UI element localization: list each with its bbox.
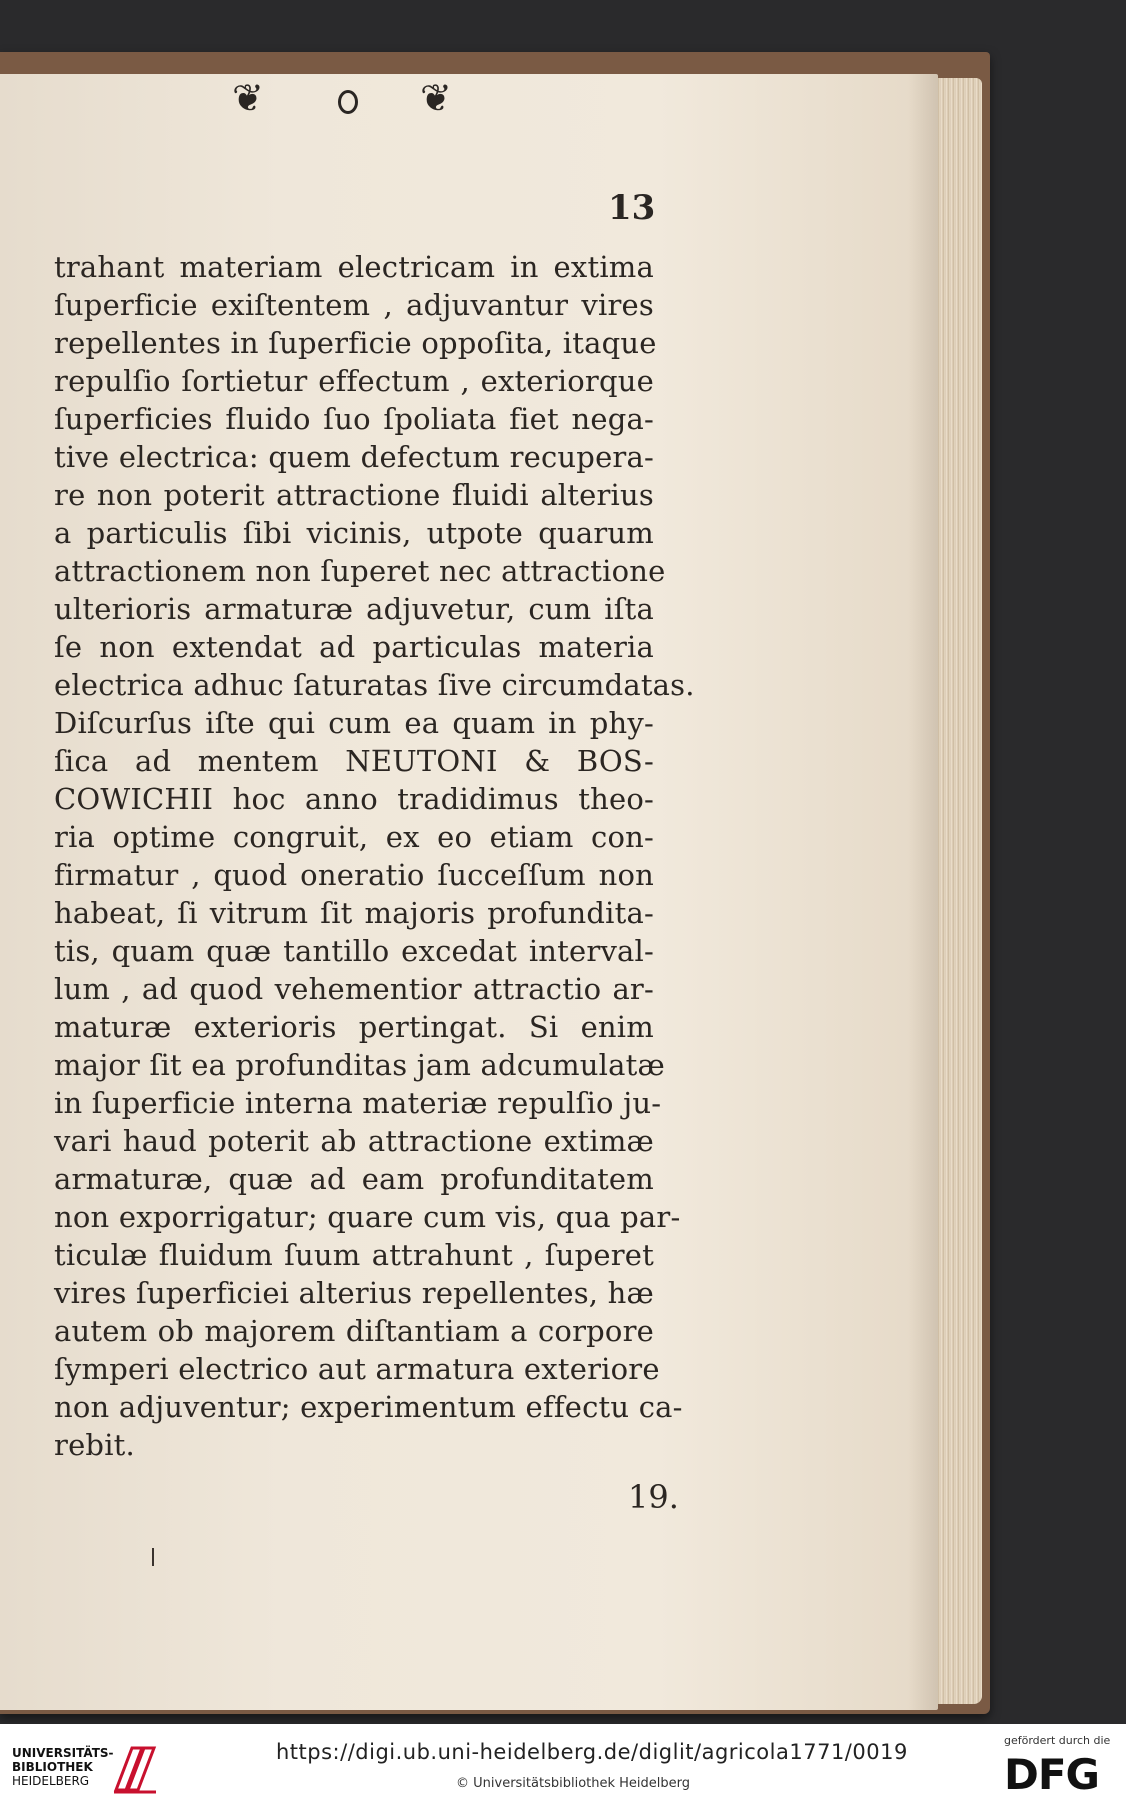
header-circle-ornament [338,90,358,114]
text-line: non exporrigatur; quare cum vis, qua par- [54,1200,681,1234]
library-name-line: UNIVERSITÄTS- [12,1746,114,1760]
catchword: 19. [628,1478,679,1516]
text-line: ulterioris armaturæ adjuvetur, cum iſta [54,592,654,626]
page-number: 13 [608,188,656,228]
text-line: major ſit ea profunditas jam adcumulatæ [54,1048,665,1082]
text-line: vires ſuperficiei alterius repellentes, hæ [54,1276,654,1310]
text-line: trahant materiam electricam in extima [54,250,654,284]
text-line: ſymperi electrico aut armatura exteriore [54,1352,660,1386]
text-line: repulſio ſortietur effectum , exteriorque [54,364,654,398]
text-line: attractionem non ſuperet nec attractione [54,554,666,588]
text-line: repellentes in ſuperficie oppoſita, itaque [54,326,657,360]
text-line: a particulis ſibi vicinis, utpote quarum [54,516,654,550]
text-line: non adjuventur; experimentum effectu ca- [54,1390,683,1424]
library-logo-text [12,1746,114,1788]
text-line: maturæ exterioris pertingat. Si enim [54,1010,654,1044]
ink-mark [152,1548,154,1566]
dfg-logo: DFG [1004,1750,1100,1799]
text-line: electrica adhuc ſaturatas ſive circumdatas. [54,668,695,702]
copyright-text: © Universitätsbibliothek Heidelberg [456,1776,691,1791]
page-text [54,248,695,1464]
text-line: vari haud poterit ab attractione extimæ [54,1124,654,1158]
text-line: armaturæ, quæ ad eam profunditatem [54,1162,654,1196]
text-line: tis, quam quæ tantillo excedat interval- [54,934,654,968]
library-logo-icon [112,1738,158,1794]
text-line: habeat, ſi vitrum ſit majoris profundita- [54,896,654,930]
fleuron-icon: ❦ [420,76,452,120]
text-line: ſe non extendat ad particulas materia [54,630,654,664]
footer [0,1724,1126,1806]
text-line: ſuperficie exiſtentem , adjuvantur vires [54,288,654,322]
text-line: ticulæ fluidum ſuum attrahunt , ſuperet [54,1238,654,1272]
page-url-link[interactable]: https://digi.ub.uni-heidelberg.de/diglit/agricola1771/0019 [276,1740,908,1764]
text-line: autem ob majorem diſtantiam a corpore [54,1314,654,1348]
library-name-line: BIBLIOTHEK [12,1760,93,1774]
text-line: COWICHII hoc anno tradidimus theo- [54,782,654,816]
text-line: tive electrica: quem defectum recupera- [54,440,654,474]
text-line: ſica ad mentem NEUTONI & BOS- [54,744,654,778]
text-line: in ſuperficie interna materiæ repulſio ju- [54,1086,662,1120]
text-line: rebit. [54,1428,135,1462]
text-line: Diſcurſus iſte qui cum ea quam in phy- [54,706,654,740]
text-line: ſuperficies fluido ſuo ſpoliata fiet nega- [54,402,654,436]
library-name-line: HEIDELBERG [12,1774,90,1788]
text-line: lum , ad quod vehementior attractio ar- [54,972,654,1006]
text-line: ria optime congruit, ex eo etiam con- [54,820,654,854]
fleuron-icon: ❦ [232,76,264,120]
text-line: firmatur , quod oneratio ſucceſſum non [54,858,654,892]
text-line: re non poterit attractione fluidi alterius [54,478,654,512]
funded-by-text: gefördert durch die [1004,1734,1111,1747]
